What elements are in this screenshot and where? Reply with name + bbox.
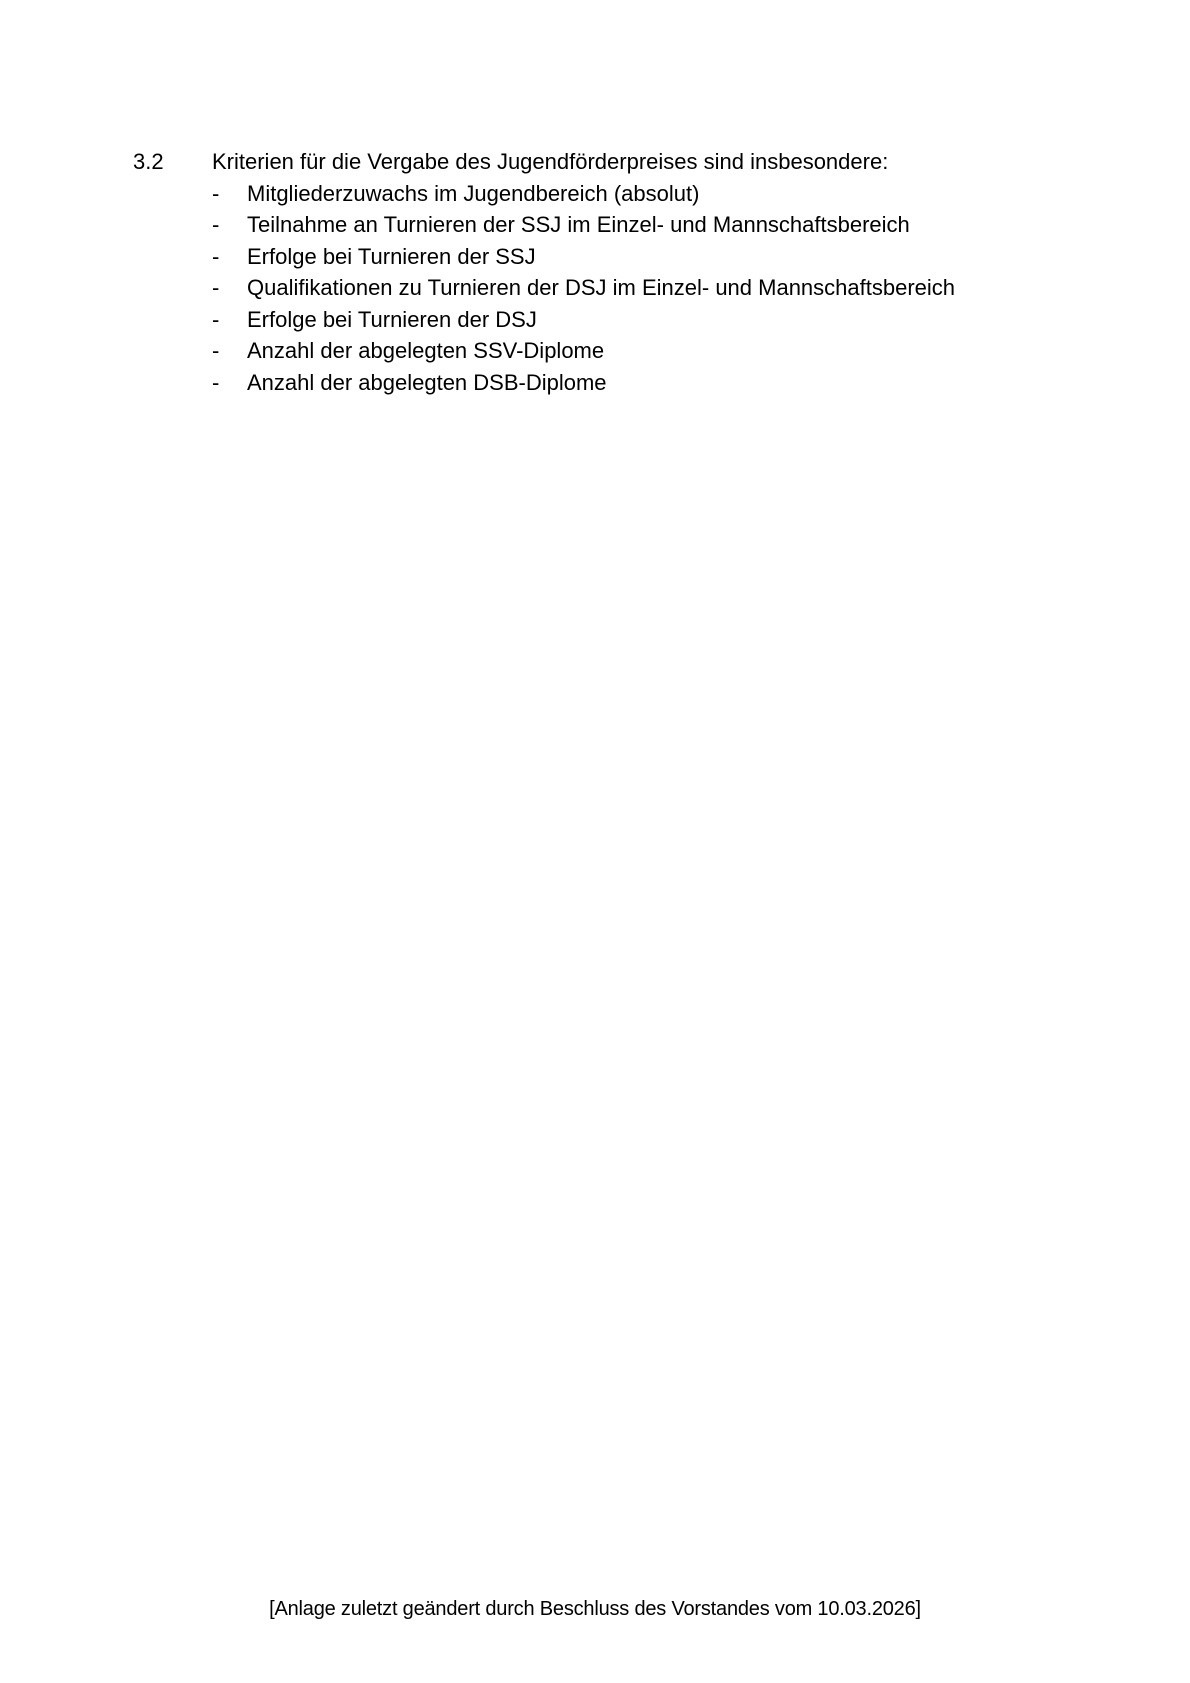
bullet-dash: - [212, 275, 220, 300]
bullet-dash: - [212, 306, 220, 332]
bullet-text: Anzahl der abgelegten DSB-Diplome [247, 369, 607, 395]
list-item [212, 367, 1073, 399]
section-heading: Kriterien für die Vergabe des Jugendförderpreises sind insbesondere: [212, 149, 889, 174]
bullet-text: Erfolge bei Turnieren der DSJ [247, 306, 537, 332]
list-item [212, 178, 1073, 210]
bullet-text: Mitgliederzuwachs im Jugendbereich (absolut) [247, 180, 700, 206]
bullet-dash: - [212, 212, 220, 237]
bullet-text: Anzahl der abgelegten SSV-Diplome [247, 338, 605, 363]
list-item [212, 209, 1073, 241]
footer-amendment-note: [Anlage zuletzt geändert durch Beschluss des Vorstandes vom 10.03.2026] [269, 1598, 921, 1620]
list-item [212, 272, 1073, 304]
bullet-text: Erfolge bei Turnieren der SSJ [247, 243, 536, 269]
bullet-text: Qualifikationen zu Turnieren der DSJ im Einzel- und Mannschaftsbereich [247, 275, 956, 300]
bullet-text: Teilnahme an Turnieren der SSJ im Einzel- und Mannschaftsbereich [247, 212, 910, 237]
section-3-2 [133, 146, 1073, 398]
bullet-dash: - [212, 243, 220, 269]
list-item [212, 304, 1073, 336]
section-heading-row [133, 146, 1073, 178]
bullet-dash: - [212, 338, 220, 363]
criteria-list [212, 178, 1073, 399]
bullet-dash: - [212, 369, 220, 395]
bullet-dash: - [212, 180, 220, 206]
list-item [212, 335, 1073, 367]
section-number: 3.2 [133, 149, 164, 174]
list-item [212, 241, 1073, 273]
